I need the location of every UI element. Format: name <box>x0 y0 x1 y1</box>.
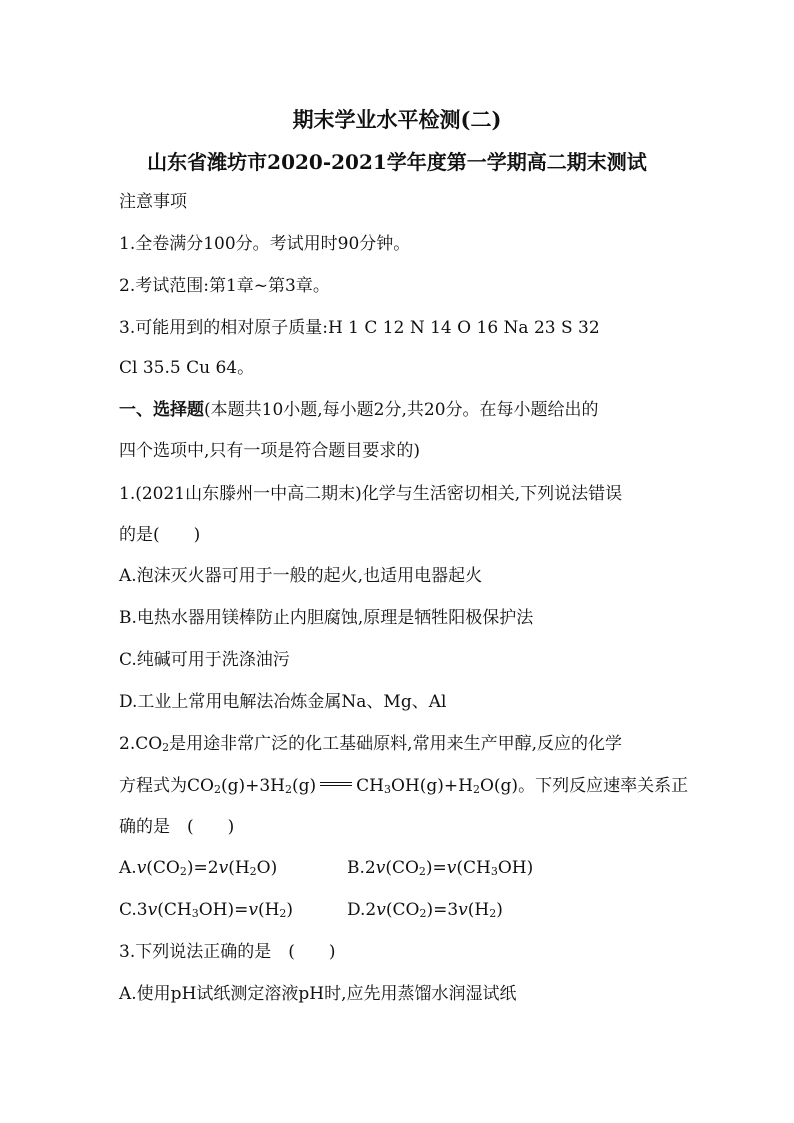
note-item-2: 2.考试范围:第1章~第3章。 <box>119 276 330 296</box>
page-subtitle: 山东省潍坊市2020-2021学年度第一学期高二期末测试 <box>147 150 647 174</box>
section-desc: (本题共10小题,每小题2分,共20分。在每小题给出的 <box>204 400 599 420</box>
note-item-3-cont: Cl 35.5 Cu 64。 <box>119 358 255 378</box>
q1-option-b: B.电热水器用镁棒防止内胆腐蚀,原理是牺牲阳极保护法 <box>119 608 534 628</box>
note-item-1: 1.全卷满分100分。考试用时90分钟。 <box>119 234 411 254</box>
section-heading <box>119 400 599 420</box>
q1-option-a: A.泡沫灭火器可用于一般的起火,也适用电器起火 <box>119 566 483 586</box>
q2-option-d: $D.2v(CO_2)=3v(H_2)$ <box>347 900 503 920</box>
q2-option-b: $B.2v(CO_2)=v(CH_3OH)$ <box>347 858 534 878</box>
notes-heading: 注意事项 <box>119 192 187 212</box>
q3-stem: 3.下列说法正确的是 ( ) <box>119 942 336 962</box>
q3-option-a: A.使用pH试纸测定溶液pH时,应先用蒸馏水润湿试纸 <box>119 984 517 1004</box>
q1-option-d: D.工业上常用电解法冶炼金属Na、Mg、Al <box>119 692 447 712</box>
section-desc-cont: 四个选项中,只有一项是符合题目要求的) <box>119 441 421 461</box>
equals-arrow-icon <box>320 782 352 786</box>
q2-equation: 方程式为$CO_2(g)+3H_2(g)$ $CH_3OH(g)+H_2O(g)$。下列反应速率关系正 <box>119 776 689 796</box>
q1-stem: 1.(2021山东滕州一中高二期末)化学与生活密切相关,下列说法错误 <box>119 484 623 504</box>
note-item-3: 3.可能用到的相对原子质量:H 1 C 12 N 14 O 16 Na 23 S 32 <box>119 318 600 338</box>
q1-option-c: C.纯碱可用于洗涤油污 <box>119 650 290 670</box>
q1-stem-cont: 的是( ) <box>119 525 201 545</box>
q2-option-a: $A.v(CO_2)=2v(H_2O)$ <box>119 858 278 878</box>
section-label: 一、选择题 <box>119 400 204 420</box>
q2-stem-cont: 确的是 ( ) <box>119 817 235 837</box>
page-title: 期末学业水平检测(二) <box>292 107 502 132</box>
q2-stem: $2.CO_2$是用途非常广泛的化工基础原料,常用来生产甲醇,反应的化学 <box>119 734 622 754</box>
q2-option-c: $C.3v(CH_3OH)=v(H_2)$ <box>119 900 294 920</box>
